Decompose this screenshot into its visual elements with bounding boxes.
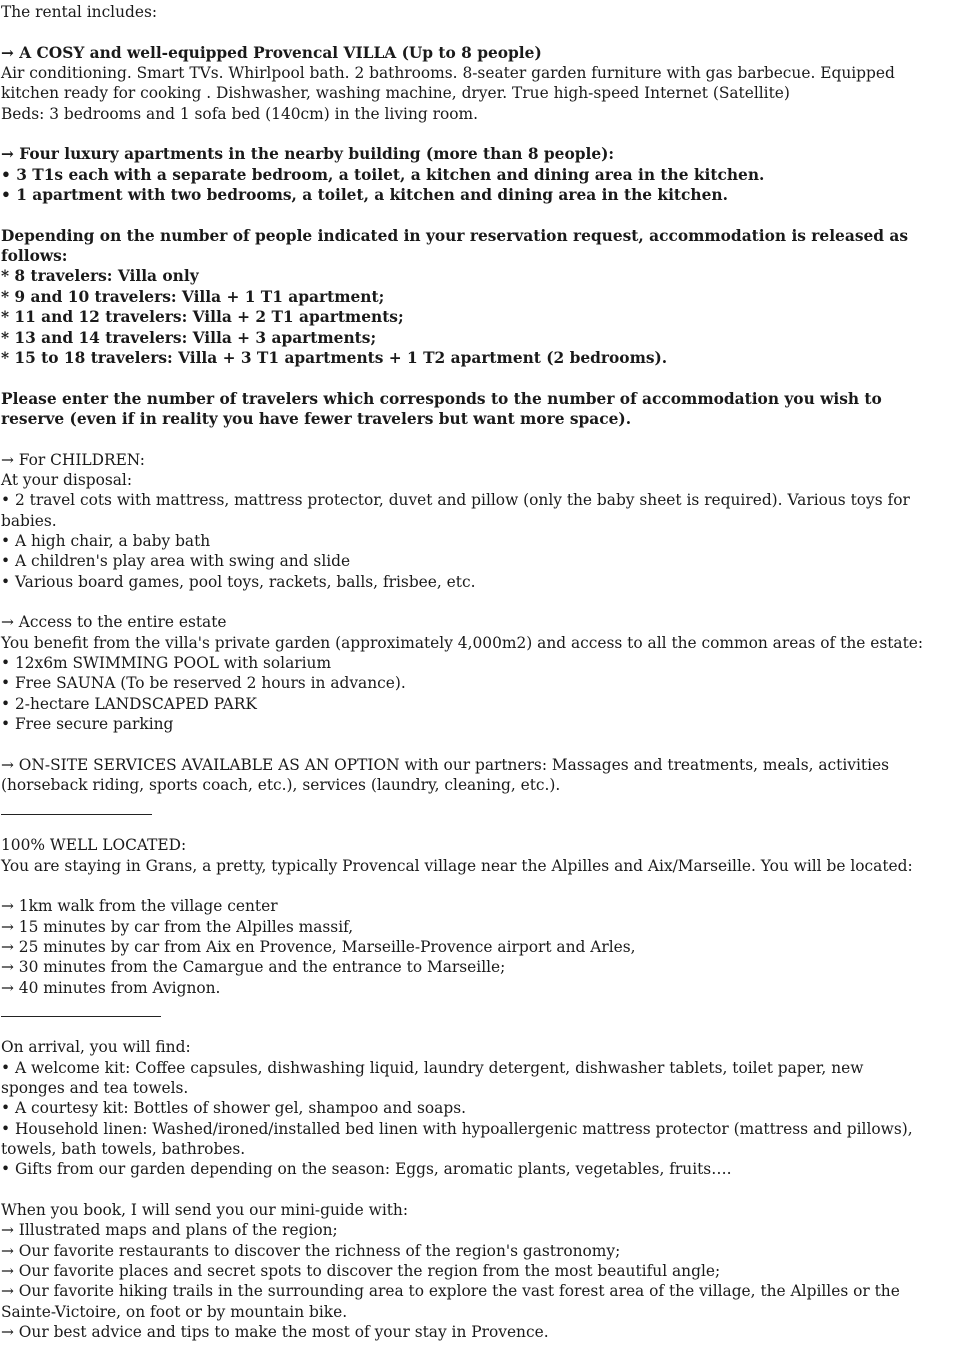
list-item: • 2 travel cots with mattress, mattress protector, duvet and pillow (only the baby sheet is required). Various toys for babies.	[1, 491, 915, 530]
list-item: • Free SAUNA (To be reserved 2 hours in advance).	[1, 674, 406, 693]
list-item: • Household linen: Washed/ironed/installed bed linen with hypoallergenic mattress protector (mattress and pillows), towels, bath towels, bathrobes.	[1, 1119, 918, 1158]
list-item: → 25 minutes by car from Aix en Provence, Marseille-Provence airport and Arles,	[1, 938, 636, 957]
children-subheading: At your disposal:	[1, 470, 133, 489]
list-item: • Free secure parking	[1, 715, 174, 734]
list-item: → Our favorite hiking trails in the surrounding area to explore the vast forest area of the village, the Alpilles or the Sainte-Victoire, on foot or by mountain bike.	[1, 1282, 905, 1321]
list-item: • 12x6m SWIMMING POOL with solarium	[1, 654, 332, 672]
list-item: → 15 minutes by car from the Alpilles massif,	[1, 917, 354, 936]
villa-heading: → A COSY and well-equipped Provencal VILLA (Up to 8 people)	[1, 43, 542, 62]
section-divider	[1, 814, 152, 815]
villa-amenities: Air conditioning. Smart TVs. Whirlpool bath. 2 bathrooms. 8-seater garden furniture with gas barbecue. Equipped kitchen ready for cooking . Dishwasher, washing machine, dryer. True high-speed Internet (Satellite)	[1, 64, 900, 103]
list-item: * 8 travelers: Villa only	[1, 267, 199, 286]
list-item: → 30 minutes from the Camargue and the entrance to Marseille;	[1, 958, 506, 977]
list-item: * 13 and 14 travelers: Villa + 3 apartments;	[1, 328, 377, 347]
list-item: • A welcome kit: Coffee capsules, dishwashing liquid, laundry detergent, dishwasher tablets, toilet paper, new sponges and tea towels.	[1, 1058, 869, 1097]
list-item: • 1 apartment with two bedrooms, a toilet, a kitchen and dining area in the kitchen.	[1, 186, 728, 205]
services-text: → ON-SITE SERVICES AVAILABLE AS AN OPTION with our partners: Massages and treatments, meals, activities (horseback riding, sports coach, etc.), services (laundry, cleaning, etc.).	[1, 755, 894, 795]
spacer	[1, 734, 931, 754]
list-item: → 1km walk from the village center	[1, 897, 278, 916]
estate-description: You benefit from the villa's private garden (approximately 4,000m2) and access to all the common areas of the estate:	[1, 633, 924, 652]
spacer	[1, 592, 931, 612]
list-item: • A courtesy kit: Bottles of shower gel, shampoo and soaps.	[1, 1099, 466, 1118]
spacer	[1, 1180, 931, 1200]
location-heading: 100% WELL LOCATED:	[1, 836, 187, 855]
list-item: → Illustrated maps and plans of the region;	[1, 1221, 338, 1240]
list-item: → Our favorite places and secret spots to discover the region from the most beautiful angle;	[1, 1261, 721, 1280]
location-description: You are staying in Grans, a pretty, typically Provencal village near the Alpilles and Aix/Marseille. You will be located:	[1, 856, 913, 875]
spacer	[1, 368, 931, 388]
section-divider	[1, 1016, 161, 1017]
list-item: * 11 and 12 travelers: Villa + 2 T1 apartments;	[1, 308, 404, 327]
spacer	[1, 124, 931, 144]
list-item: • 2-hectare LANDSCAPED PARK	[1, 694, 257, 713]
children-heading: → For CHILDREN:	[1, 450, 145, 469]
list-item: → Our favorite restaurants to discover the richness of the region's gastronomy;	[1, 1241, 621, 1260]
spacer	[1, 205, 931, 225]
spacer	[1, 429, 931, 449]
list-item: • Various board games, pool toys, rackets, balls, frisbee, etc.	[1, 572, 476, 591]
villa-beds: Beds: 3 bedrooms and 1 sofa bed (140cm) in the living room.	[1, 104, 478, 123]
allocation-note: Please enter the number of travelers which corresponds to the number of accommodation you wish to reserve (even if in reality you have fewer travelers but want more space).	[1, 389, 888, 428]
arrival-heading: On arrival, you will find:	[1, 1038, 191, 1057]
list-item: • A children's play area with swing and slide	[1, 552, 351, 571]
allocation-heading: Depending on the number of people indicated in your reservation request, accommodation is released as follows:	[1, 226, 914, 266]
list-item: • Gifts from our garden depending on the season: Eggs, aromatic plants, vegetables, fruits….	[1, 1160, 732, 1179]
spacer	[1, 876, 931, 896]
apartments-heading: → Four luxury apartments in the nearby building (more than 8 people):	[1, 145, 615, 164]
spacer	[1, 22, 931, 42]
list-item: * 9 and 10 travelers: Villa + 1 T1 apartment;	[1, 287, 385, 306]
guide-heading: When you book, I will send you our mini-guide with:	[1, 1200, 409, 1219]
list-item: → Our best advice and tips to make the most of your stay in Provence.	[1, 1322, 549, 1341]
intro-text: The rental includes:	[1, 3, 158, 21]
estate-heading: → Access to the entire estate	[1, 613, 227, 632]
list-item: * 15 to 18 travelers: Villa + 3 T1 apartments + 1 T2 apartment (2 bedrooms).	[1, 348, 668, 367]
list-item: • 3 T1s each with a separate bedroom, a toilet, a kitchen and dining area in the kitchen.	[1, 165, 765, 184]
list-item: → 40 minutes from Avignon.	[1, 978, 221, 997]
list-item: • A high chair, a baby bath	[1, 531, 211, 550]
